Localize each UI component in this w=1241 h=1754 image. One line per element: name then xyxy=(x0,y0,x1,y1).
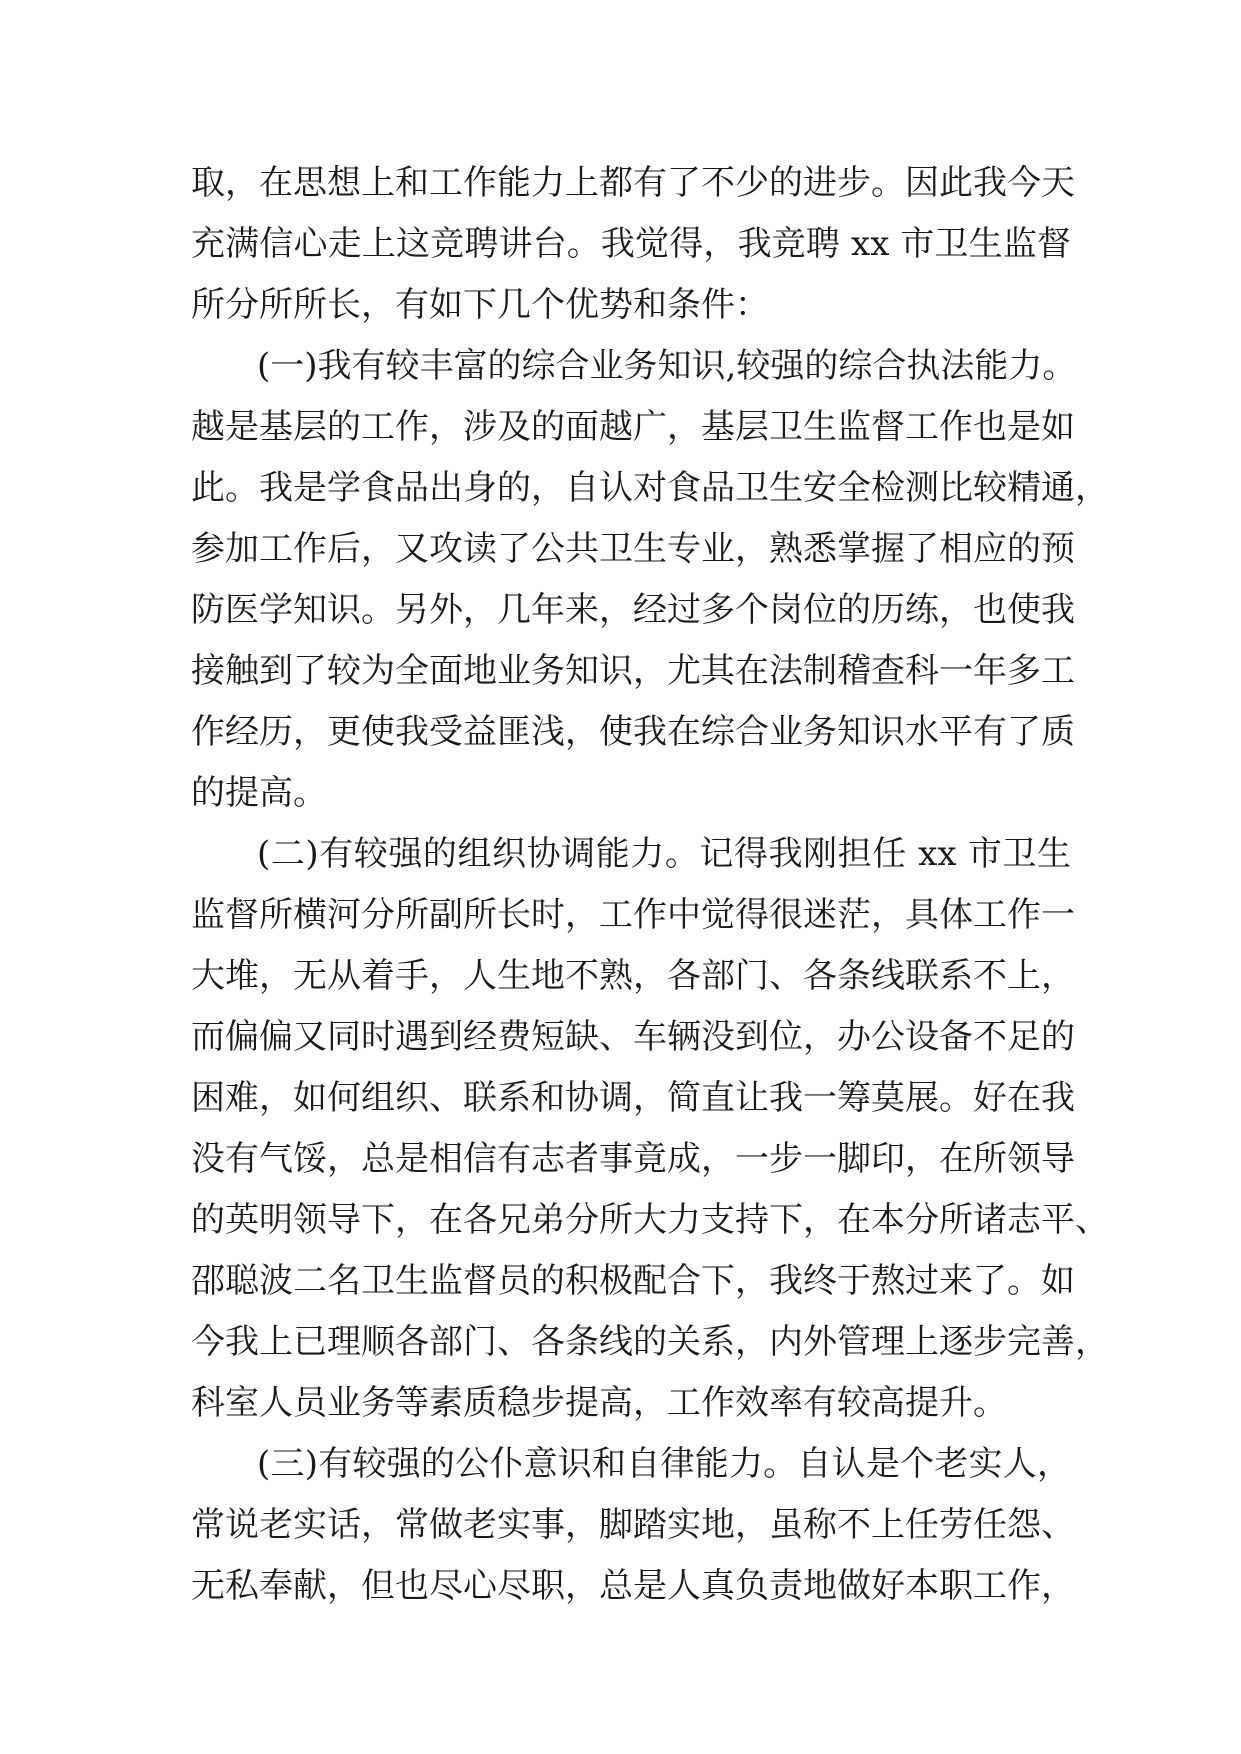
text-line: 今我上已理顺各部门、各条线的关系，内外管理上逐步完善， xyxy=(191,1322,1109,1362)
text-line: 所分所所长，有如下几个优势和条件： xyxy=(191,285,769,325)
text-line: 没有气馁，总是相信有志者事竟成，一步一脚印，在所领导 xyxy=(191,1139,1075,1179)
text-line: 邵聪波二名卫生监督员的积极配合下，我终于熬过来了。如 xyxy=(191,1261,1075,1301)
text-line: 而偏偏又同时遇到经费短缺、车辆没到位，办公设备不足的 xyxy=(191,1017,1075,1057)
text-line: 的提高。 xyxy=(191,773,327,813)
text-line: 越是基层的工作，涉及的面越广，基层卫生监督工作也是如 xyxy=(191,407,1075,447)
text-line: 无私奉献，但也尽心尽职，总是人真负责地做好本职工作， xyxy=(191,1566,1075,1606)
text-line: 参加工作后，又攻读了公共卫生专业，熟悉掌握了相应的预 xyxy=(191,529,1075,569)
text-line: 困难，如何组织、联系和协调，简直让我一筹莫展。好在我 xyxy=(191,1078,1075,1118)
text-line: 常说老实话，常做老实事，脚踏实地，虽称不上任劳任怨、 xyxy=(191,1505,1075,1545)
text-line: 作经历，更使我受益匪浅，使我在综合业务知识水平有了质 xyxy=(191,712,1075,752)
text-line: 取，在思想上和工作能力上都有了不少的进步。因此我今天 xyxy=(191,163,1075,203)
section-2-heading-line: (二)有较强的组织协调能力。记得我刚担任 xx 市卫生 xyxy=(257,834,1071,874)
text-line: 大堆，无从着手，人生地不熟，各部门、各条线联系不上， xyxy=(191,956,1075,996)
text-line: 防医学知识。另外，几年来，经过多个岗位的历练，也使我 xyxy=(191,590,1075,630)
text-line: 科室人员业务等素质稳步提高，工作效率有较高提升。 xyxy=(191,1383,1007,1423)
body-text xyxy=(191,153,1109,1617)
text-line: 充满信心走上这竞聘讲台。我觉得，我竞聘 xx 市卫生监督 xyxy=(191,224,1071,264)
text-line: 的英明领导下，在各兄弟分所大力支持下，在本分所诸志平、 xyxy=(191,1200,1109,1240)
text-line: 监督所横河分所副所长时，工作中觉得很迷茫，具体工作一 xyxy=(191,895,1075,935)
section-3-heading-line: (三)有较强的公仆意识和自律能力。自认是个老实人， xyxy=(257,1444,1071,1484)
section-1-heading-line: (一)我有较丰富的综合业务知识,较强的综合执法能力。 xyxy=(257,346,1077,386)
text-line: 接触到了较为全面地业务知识，尤其在法制稽查科一年多工 xyxy=(191,651,1075,691)
text-line: 此。我是学食品出身的，自认对食品卫生安全检测比较精通， xyxy=(191,468,1109,508)
